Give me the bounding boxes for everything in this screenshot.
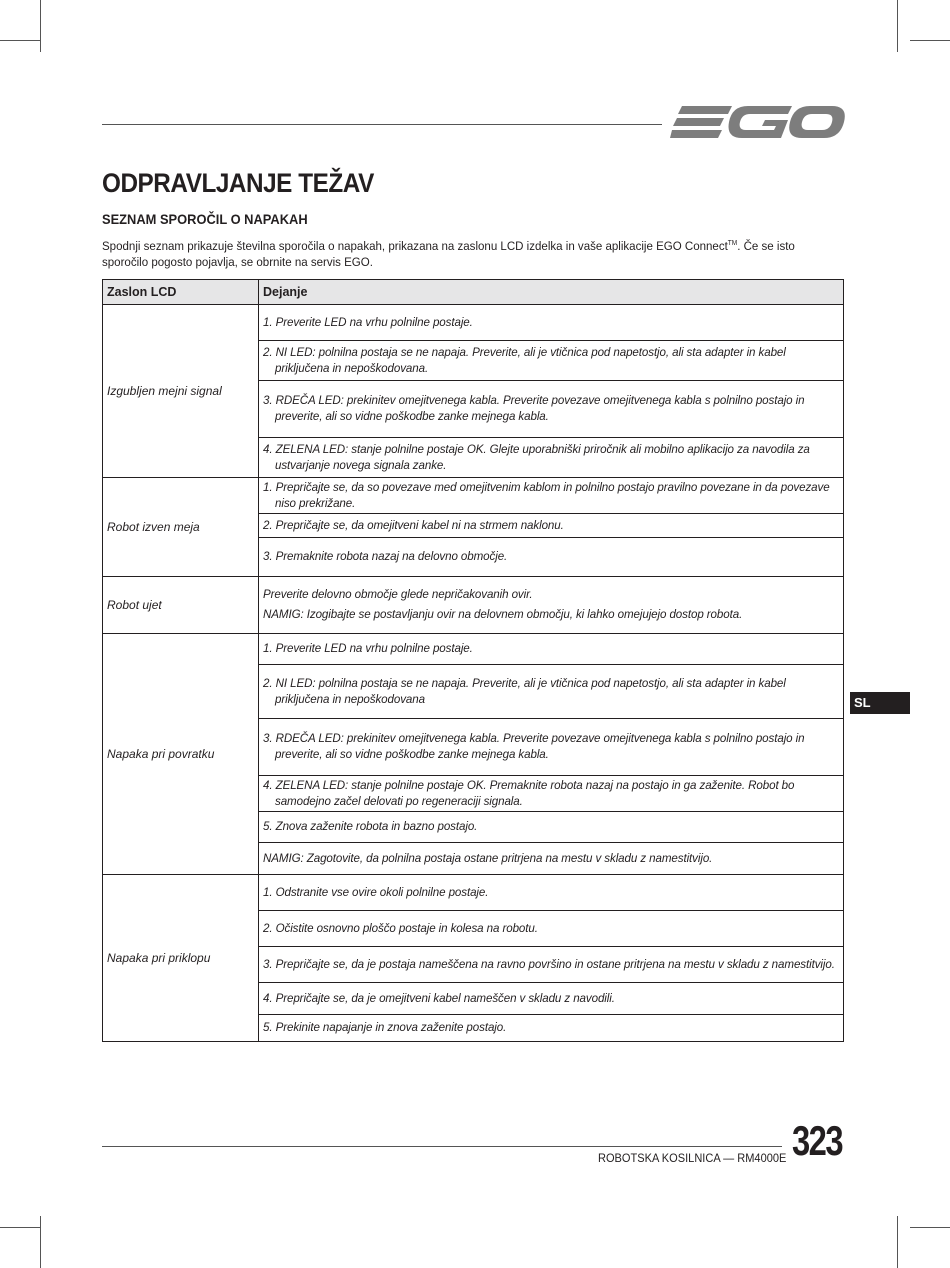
- lcd-message: Robot ujet: [103, 577, 259, 634]
- action-cell: [259, 438, 844, 478]
- action-cell: [259, 947, 844, 983]
- action-cell: [259, 577, 844, 634]
- intro-text-before: Spodnji seznam prikazuje številna sporočila o napakah, prikazana na zaslonu LCD izdelka in vaše aplikacije EGO Connect: [102, 239, 728, 254]
- error-messages-table: [102, 279, 844, 1042]
- header-rule: [102, 124, 662, 125]
- action-text: 5. Prekinite napajanje in znova zaženite postajo.: [263, 1021, 507, 1034]
- action-cell: [259, 381, 844, 438]
- lcd-message: Napaka pri priklopu: [103, 875, 259, 1042]
- section-subtitle: SEZNAM SPOROČIL O NAPAKAH: [102, 211, 308, 227]
- action-cell: [259, 634, 844, 665]
- action-tip: NAMIG: Izogibajte se postavljanju ovir na delovnem območju, ki lahko omejujejo dostop robota.: [263, 608, 743, 621]
- action-text: 3. RDEČA LED: prekinitev omejitvenega kabla. Preverite povezave omejitvenega kabla s polnilno postajo in preverite, ali so vidne poškodbe zanke mejnega kabla.: [263, 732, 805, 761]
- action-text: 3. RDEČA LED: prekinitev omejitvenega kabla. Preverite povezave omejitvenega kabla s polnilno postajo in preverite, ali so vidne poškodbe zanke mejnega kabla.: [263, 394, 805, 423]
- page-number: 323: [792, 1117, 842, 1164]
- table-row: [103, 305, 844, 341]
- action-cell: [259, 305, 844, 341]
- action-cell: [259, 1015, 844, 1042]
- crop-mark: [897, 1216, 898, 1268]
- lcd-message: Izgubljen mejni signal: [103, 305, 259, 478]
- table-row: [103, 634, 844, 665]
- action-tip: NAMIG: Zagotovite, da polnilna postaja ostane pritrjena na mestu v skladu z namestitvijo.: [263, 851, 713, 865]
- footer-rule: [102, 1146, 782, 1147]
- page-title: ODPRAVLJANJE TEŽAV: [102, 168, 374, 198]
- action-cell: [259, 843, 844, 875]
- crop-mark: [0, 1227, 40, 1228]
- action-cell: [259, 665, 844, 719]
- ego-logo: [670, 100, 845, 146]
- action-text: 2. NI LED: polnilna postaja se ne napaja. Preverite, ali je vtičnica pod napetostjo, ali sta adapter in kabel priključena in nepoškodovana.: [263, 345, 786, 375]
- action-cell: [259, 538, 844, 577]
- action-cell: [259, 478, 844, 514]
- table-header-row: [103, 280, 844, 305]
- crop-mark: [0, 40, 40, 41]
- crop-mark: [897, 0, 898, 52]
- action-cell: [259, 719, 844, 776]
- action-text: 1. Odstranite vse ovire okoli polnilne postaje.: [263, 885, 489, 899]
- action-text: 1. Preverite LED na vrhu polnilne postaje.: [263, 315, 473, 329]
- action-text: 3. Prepričajte se, da je postaja nameščena na ravno površino in ostane pritrjena na mestu v skladu z namestitvijo.: [263, 957, 835, 971]
- footer-product-name: ROBOTSKA KOSILNICA — RM4000E: [598, 1151, 787, 1165]
- action-text: 1. Prepričajte se, da so povezave med omejitvenim kablom in polnilno postajo pravilno povezane in da povezave niso prekrižane.: [263, 480, 830, 510]
- action-text: 3. Premaknite robota nazaj na delovno območje.: [263, 550, 508, 563]
- action-cell: [259, 341, 844, 381]
- action-cell: [259, 875, 844, 911]
- action-text: 2. Prepričajte se, da omejitveni kabel ni na strmem naklonu.: [263, 518, 564, 532]
- lcd-message: Napaka pri povratku: [103, 634, 259, 875]
- action-cell: [259, 776, 844, 812]
- action-cell: [259, 812, 844, 843]
- table-row: [103, 875, 844, 911]
- action-text: Preverite delovno območje glede nepričakovanih ovir.: [263, 588, 533, 601]
- column-header-action: Dejanje: [259, 280, 844, 305]
- language-tab: SL: [850, 692, 910, 714]
- action-text: 5. Znova zaženite robota in bazno postajo.: [263, 820, 478, 833]
- action-cell: [259, 911, 844, 947]
- lcd-message: Robot izven meja: [103, 478, 259, 577]
- table-row: [103, 577, 844, 634]
- table-row: [103, 478, 844, 514]
- action-text: 4. Prepričajte se, da je omejitveni kabel nameščen v skladu z navodili.: [263, 991, 615, 1005]
- crop-mark: [910, 40, 950, 41]
- action-text: 4. ZELENA LED: stanje polnilne postaje OK. Glejte uporabniški priročnik ali mobilno aplikacijo za navodila za ustvarjanje novega signala zanke.: [263, 442, 810, 472]
- action-cell: [259, 514, 844, 538]
- crop-mark: [910, 1227, 950, 1228]
- action-text: 2. NI LED: polnilna postaja se ne napaja. Preverite, ali je vtičnica pod napetostjo, ali sta adapter in kabel priključena in nepoškodovana: [263, 676, 786, 706]
- action-text: 4. ZELENA LED: stanje polnilne postaje OK. Premaknite robota nazaj na postajo in ga zaženite. Robot bo samodejno začel delovati po regeneraciji signala.: [263, 778, 795, 808]
- action-text: 2. Očistite osnovno ploščo postaje in kolesa na robotu.: [263, 921, 538, 935]
- intro-text-after: . Če se isto sporočilo pogosto pojavlja, se obrnite na servis EGO.: [102, 239, 795, 270]
- column-header-lcd: Zaslon LCD: [103, 280, 259, 305]
- trademark-mark: TM: [727, 240, 738, 247]
- intro-paragraph: [102, 236, 837, 270]
- action-text: 1. Preverite LED na vrhu polnilne postaje.: [263, 642, 473, 655]
- crop-mark: [40, 0, 41, 52]
- crop-mark: [40, 1216, 41, 1268]
- action-cell: [259, 983, 844, 1015]
